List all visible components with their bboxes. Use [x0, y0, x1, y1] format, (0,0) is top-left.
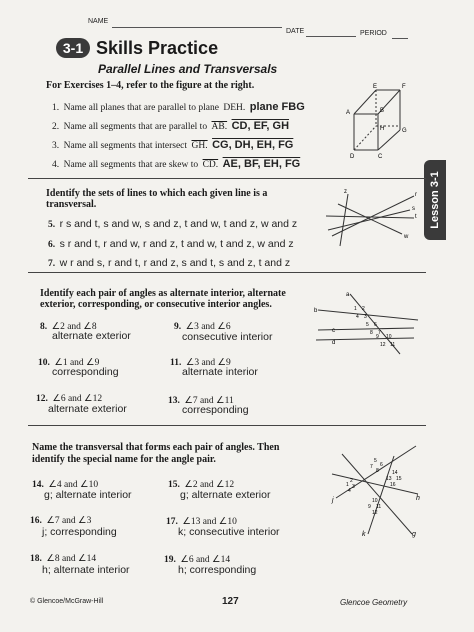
angle-label: 11: [390, 342, 396, 348]
question-number: 1.: [52, 103, 60, 113]
angle-label: 4: [356, 314, 359, 320]
cube-figure: [340, 80, 420, 160]
answer-8: alternate exterior: [52, 330, 131, 342]
divider: [28, 178, 426, 179]
angle-label: 15: [396, 476, 402, 482]
answer-10: corresponding: [52, 366, 119, 378]
line-label-j: j: [332, 497, 334, 504]
angle-label: 11: [376, 504, 382, 510]
angle-pair: ∠2 and ∠12: [184, 480, 235, 490]
angle-label: 10: [372, 498, 378, 504]
date-label: DATE: [286, 28, 305, 35]
question-number: 18.: [30, 554, 42, 564]
question-7: [48, 253, 290, 271]
angle-pair: ∠6 and ∠12: [52, 394, 103, 404]
answer-17: k; consecutive interior: [178, 526, 280, 538]
question-3: [52, 135, 293, 153]
answer-7: w r and s, r and t, r and z, s and t, s and z, t and z: [59, 257, 291, 269]
angle-label: 2: [350, 478, 353, 484]
angle-label: 2: [362, 306, 365, 312]
angle-label: 7: [378, 330, 381, 336]
angle-pair: ∠3 and ∠6: [185, 322, 231, 332]
answer-3: CG, DH, EH, FG: [212, 139, 294, 151]
question-number: 2.: [52, 122, 60, 132]
question-number: 4.: [52, 160, 60, 170]
question-ref: AB.: [211, 122, 228, 132]
question-number: 10.: [38, 358, 50, 368]
question-number: 15.: [168, 480, 180, 490]
answer-4: AE, BF, EH, FG: [222, 158, 301, 170]
angle-label: 3: [352, 484, 355, 490]
question-6: [48, 234, 294, 252]
angle-label: 12: [372, 510, 378, 516]
question-number: 3.: [52, 141, 60, 151]
question-number: 5.: [48, 220, 56, 230]
angle-label: 8: [376, 468, 379, 474]
angle-pair: ∠8 and ∠14: [46, 554, 97, 564]
angle-label: 6: [374, 322, 377, 328]
angle-label: 10: [386, 334, 392, 340]
question-number: 19.: [164, 555, 176, 565]
angle-pair: ∠4 and ∠10: [48, 480, 99, 490]
question-number: 9.: [174, 322, 182, 332]
angle-label: 4: [348, 488, 351, 494]
question-2: [52, 116, 289, 134]
question-number: 8.: [40, 322, 48, 332]
name-field[interactable]: [112, 27, 282, 28]
question-number: 17.: [166, 517, 178, 527]
question-text: Name all segments that intersect: [63, 141, 188, 151]
question-number: 13.: [168, 396, 180, 406]
question-text: Name all segments that are skew to: [63, 160, 199, 170]
question-5: [48, 214, 297, 232]
angle-pair: ∠2 and ∠8: [51, 322, 97, 332]
question-number: 6.: [48, 240, 56, 250]
angle-label: 13: [386, 476, 392, 482]
section4-instruction-line2: identify the special name for the angle pair.: [32, 454, 216, 465]
cube-label-c: C: [378, 154, 383, 160]
line-label-w: w: [404, 234, 409, 240]
transversals-figure: [328, 440, 424, 540]
angle-label: 16: [390, 482, 396, 488]
angle-label: 1: [346, 482, 349, 488]
answer-16: j; corresponding: [42, 526, 117, 538]
cube-label-a: A: [346, 110, 351, 116]
angle-pair: ∠7 and ∠11: [184, 396, 234, 406]
cube-label-h: H: [380, 126, 385, 132]
angle-pair: ∠3 and ∠9: [185, 358, 231, 368]
cube-label-b: B: [380, 108, 385, 114]
footer-copyright: © Glencoe/McGraw-Hill: [30, 598, 104, 605]
angle-line-label-b: b: [314, 308, 318, 314]
period-field[interactable]: [392, 38, 408, 39]
angle-label: 5: [374, 458, 377, 464]
answer-2: CD, EF, GH: [231, 120, 290, 132]
angle-label: 1: [354, 306, 357, 312]
lesson-badge: 3-1: [56, 38, 90, 58]
angle-line-label-a: a: [346, 292, 350, 298]
answer-5: r s and t, s and w, s and z, t and w, t and z, w and z: [59, 218, 298, 230]
angle-label: 6: [380, 462, 383, 468]
angle-label: 9: [368, 504, 371, 510]
question-text: Name all planes that are parallel to plane: [63, 103, 219, 113]
page-title: Skills Practice: [96, 38, 219, 58]
question-1: [52, 97, 305, 115]
answer-15: g; alternate exterior: [180, 489, 271, 501]
cube-label-g: G: [402, 128, 407, 134]
answer-14: g; alternate interior: [44, 489, 132, 501]
footer-book-title: Glencoe Geometry: [340, 598, 408, 607]
angle-line-label-d: d: [332, 340, 336, 346]
section2-instruction-line2: transversal.: [46, 199, 97, 210]
line-label-r: r: [415, 192, 417, 198]
divider: [28, 272, 426, 273]
question-ref: CD.: [202, 160, 219, 170]
side-tab-label: Lesson 3-1: [429, 171, 441, 229]
line-label-z: z: [344, 189, 347, 195]
question-ref: GH.: [191, 141, 208, 151]
line-label-k: k: [362, 531, 366, 538]
transversal-lines-figure: [318, 186, 422, 248]
answer-13: corresponding: [182, 404, 249, 416]
answer-18: h; alternate interior: [42, 564, 130, 576]
cube-label-d: D: [350, 154, 355, 160]
line-label-t: t: [415, 214, 417, 220]
page-number: 127: [222, 596, 239, 607]
section1-instruction: For Exercises 1–4, refer to the figure at the right.: [46, 80, 255, 91]
question-number: 16.: [30, 516, 42, 526]
angle-label: 5: [366, 322, 369, 328]
question-number: 11.: [170, 358, 182, 368]
line-label-h: h: [416, 495, 420, 502]
answer-12: alternate exterior: [48, 403, 127, 415]
angle-label: 3: [364, 314, 367, 320]
answer-11: alternate interior: [182, 366, 258, 378]
question-number: 14.: [32, 480, 44, 490]
section3-instruction-line1: Identify each pair of angles as alternate interior, alternate: [40, 288, 286, 299]
question-text: Name all segments that are parallel to: [63, 122, 208, 132]
angle-pair: ∠6 and ∠14: [180, 555, 231, 565]
angle-label: 7: [370, 464, 373, 470]
date-field[interactable]: [306, 36, 356, 37]
answer-9: consecutive interior: [182, 331, 273, 343]
cube-label-e: E: [373, 84, 378, 90]
divider: [28, 425, 426, 426]
angle-label: 9: [376, 334, 379, 340]
angle-pair: ∠1 and ∠9: [54, 358, 100, 368]
lesson-side-tab: [424, 160, 446, 240]
section2-instruction-line1: Identify the sets of lines to which each given line is a: [46, 188, 268, 199]
angles-figure: [310, 288, 422, 358]
angle-line-label-c: c: [332, 328, 335, 334]
angle-pair: ∠13 and ∠10: [182, 517, 237, 527]
question-number: 7.: [48, 259, 56, 269]
question-ref: DEH.: [223, 103, 246, 113]
page-subtitle: Parallel Lines and Transversals: [98, 62, 278, 76]
period-label: PERIOD: [360, 30, 387, 37]
line-label-g: g: [412, 531, 416, 538]
answer-1: plane FBG: [249, 101, 305, 113]
line-label-s: s: [412, 206, 415, 212]
section4-instruction-line1: Name the transversal that forms each pair of angles. Then: [32, 442, 280, 453]
question-4: [52, 154, 300, 172]
cube-label-f: F: [402, 84, 406, 90]
section3-instruction-line2: exterior, corresponding, or consecutive interior angles.: [40, 299, 272, 310]
angle-label: 8: [370, 330, 373, 336]
angle-label: 12: [380, 342, 386, 348]
answer-19: h; corresponding: [178, 564, 257, 576]
answer-6: s r and t, r and w, r and z, t and w, t and z, w and z: [59, 238, 294, 250]
question-number: 12.: [36, 394, 48, 404]
name-label: NAME: [88, 18, 109, 25]
angle-pair: ∠7 and ∠3: [46, 516, 92, 526]
angle-label: 14: [392, 470, 398, 476]
